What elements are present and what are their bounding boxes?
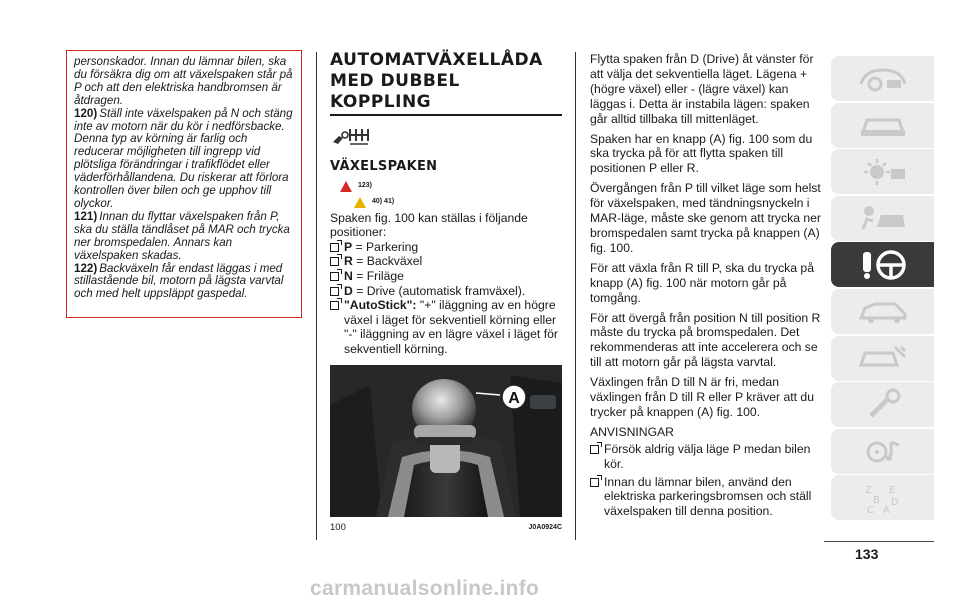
note-item: Innan du lämnar bilen, använd den elektriska parkeringsbromsen och ställ växelspaken till denna position. [590, 475, 826, 520]
chapter-tab-multimedia[interactable] [831, 429, 934, 474]
bullet-icon [330, 272, 339, 281]
svg-text:E: E [888, 484, 895, 496]
intro-paragraph: Spaken fig. 100 kan ställas i följande positioner: [330, 210, 528, 240]
position-item: N = Friläge [330, 269, 566, 284]
svg-text:B: B [872, 494, 880, 506]
paragraph: Flytta spaken från D (Drive) åt vänster för att välja det sekventiella läget. Lägena + (högre växel) eller - (lägre växel) kan läggas i. Detta är instabila lägen: spaken går alltid tillbaka till mittenläget. [590, 52, 814, 126]
chapter-tab-starting-driving[interactable] [831, 242, 934, 287]
position-item-autostick: "AutoStick": "+" iläggning av en högre växel i läget för sekventiell körning eller "-" iläggning av en lägre växel i läget för sekventiell körning. [330, 298, 566, 356]
alphabet-index-icon [855, 481, 911, 515]
subsection-title: VÄXELSPAKEN [330, 159, 438, 174]
chapter-tab-vehicle-info[interactable] [831, 289, 934, 334]
warning-intro: personskador. Innan du lämnar bilen, ska du försäkra dig om att växelspaken står på P och att den elektriska handbromsen är åtdragen. [74, 55, 293, 107]
svg-text:C: C [866, 504, 874, 515]
chapter-tab-safety[interactable] [831, 196, 934, 241]
car-tools-icon [855, 341, 911, 375]
note-item: Försök aldrig välja läge P medan bilen kör. [590, 442, 826, 472]
warning-item-120: 120) Ställ inte växelspaken på N och stäng inte av motorn när du kör i nedförsbacke. Denna typ av körning är farlig och reducerar möjligheten till ingrepp vid plötsliga förändringar i trafikflödet eller väderförhållandena. Du riskerar att förlora kontrollen över bilen och ge upphov till olyckor. [74, 106, 293, 210]
chapter-tab-maintenance[interactable] [831, 382, 934, 427]
section-title: AUTOMATVÄXELLÅDA MED DUBBEL KOPPLING [330, 50, 543, 112]
warning-item-122: 122) Backväxeln får endast läggas i med stillastående bil, motorn på lägsta varvtal och med helt uppsläppt gaspedal. [74, 261, 284, 301]
wrench-icon [855, 388, 911, 422]
column-divider [316, 52, 317, 540]
svg-text:Z: Z [864, 484, 872, 496]
page-number: 133 [855, 546, 879, 562]
figure-gear-lever-photo [330, 365, 562, 517]
multimedia-icon [855, 434, 911, 468]
paragraph: Växlingen från D till N är fri, medan växlingen från D till R eller P kräver att du trycker på knappen (A) fig. 100. [590, 375, 814, 419]
warning-box [66, 50, 302, 318]
paragraph: För att växla från R till P, ska du trycka på knapp (A) fig. 100 när motorn går på tomgång. [590, 260, 814, 305]
chapter-tab-dashboard[interactable] [831, 56, 934, 101]
footer-rule [824, 541, 934, 542]
chapter-tab-warning-lights[interactable] [831, 149, 934, 194]
figure-caption: 100 J0A0924C [330, 521, 562, 533]
gearbox-icon [330, 124, 566, 150]
car-outline-icon [855, 108, 911, 142]
bullet-icon [330, 287, 339, 296]
paragraph: Spaken har en knapp (A) fig. 100 som du ska trycka på för att flytta spaken till positionen P eller R. [590, 131, 813, 176]
column-divider [575, 52, 576, 540]
car-person-icon [855, 201, 911, 235]
notes-heading: ANVISNINGAR [590, 424, 674, 439]
danger-triangle-icon [340, 181, 352, 192]
svg-text:D: D [890, 496, 899, 508]
figure-callout-label: A [508, 389, 520, 407]
warning-reference: 123) [330, 179, 566, 195]
chapter-tab-emergency[interactable] [831, 336, 934, 381]
title-underline [330, 114, 562, 116]
bullet-icon [330, 257, 339, 266]
car-interior-icon [855, 62, 911, 96]
bullet-icon [330, 301, 339, 310]
position-item: P = Parkering [330, 240, 566, 255]
bullet-icon [590, 478, 599, 487]
note-reference: 40) 41) [330, 195, 566, 211]
warning-item-121: 121) Innan du flyttar växelspaken från P, ska du ställa tändlåset på MAR och trycka ner bromspedalen. Annars kan växelspaken skadas. [74, 209, 290, 262]
chapter-tabs [831, 56, 934, 522]
position-item: D = Drive (automatisk framväxel). [330, 284, 566, 299]
watermark-text: carmanualsonline.info [310, 577, 540, 600]
chapter-tab-index[interactable] [831, 475, 934, 520]
svg-text:A: A [882, 504, 890, 515]
main-column [330, 50, 566, 535]
paragraph: För att övergå från position N till position R måste du trycka på bromspedalen. Det rekommenderas att inte accelerera och se till att motorn går på lägsta varvtal. [590, 310, 821, 370]
key-steering-wheel-icon [855, 248, 911, 282]
warning-lights-icon [855, 155, 911, 189]
caution-triangle-icon [354, 197, 366, 208]
paragraph: Övergången från P till vilket läge som helst för växelspaken, med tändningsnyckeln i MAR-läge, måste ske genom att trycka ner bromspedalen samt trycka på knappen (A) fig. 100. [590, 181, 821, 255]
bullet-icon [330, 243, 339, 252]
right-column [590, 52, 826, 522]
car-side-icon [855, 294, 911, 328]
bullet-icon [590, 445, 599, 454]
chapter-tab-vehicle[interactable] [831, 103, 934, 148]
position-item: R = Backväxel [330, 254, 566, 269]
